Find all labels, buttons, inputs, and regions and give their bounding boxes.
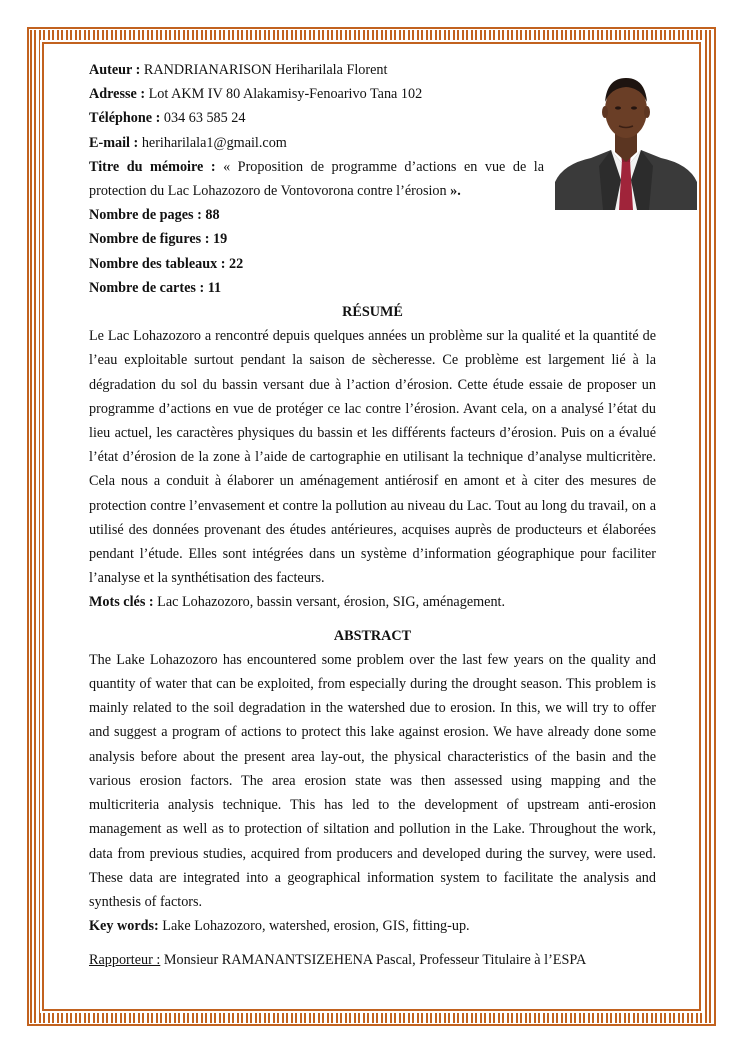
abstract-keywords bbox=[89, 914, 656, 938]
author-label: Auteur : bbox=[89, 62, 141, 78]
author-value: RANDRIANARISON Heriharilala Florent bbox=[143, 62, 388, 78]
author-line bbox=[89, 58, 656, 82]
thesis-label: Titre du mémoire : bbox=[89, 158, 216, 175]
abstract-text: The Lake Lohazozoro has encountered some problem over the last few years on the quality and quantity of water that can be exploited, from especially during the drought season. This problem is mainly related to the soil degradation in the watershed due to erosion. In this, we will try to offer and suggest a program of actions to protect this lake against erosion. We have already done some analysis before about the present area lay-out, the physical characteristics of the basin and the various erosion factors. The area erosion state was then assessed using mapping and the multicriteria analysis technique. This has led to the development of upstream anti-erosion management as well as to protection of siltation and pollution in the Lake. Throughout the work, data from previous studies, acquired from producers and developed during the survey, were used. These data are integrated into a geographical information system to facilitate the analysis and synthesis of factors. bbox=[89, 651, 656, 910]
email-label: E-mail : bbox=[89, 134, 139, 151]
phone-value: 034 63 585 24 bbox=[163, 110, 246, 127]
rapporteur-label: Rapporteur : bbox=[89, 952, 161, 969]
spacer bbox=[89, 615, 656, 624]
address-line bbox=[89, 82, 656, 106]
resume-text: Le Lac Lohazozoro a rencontré depuis quelques années un problème sur la qualité et la quantité de l’eau exploitable surtout pendant la saison de sècheresse. Ce problème est largement lié à la dégradation du sol du bassin versant due à l’action d’érosion. Cette étude essaie de proposer un programme d’actions en vue de protéger ce lac contre l’érosion. Avant cela, on a analysé l’état du lieu actuel, les caractères physiques du bassin et les différents facteurs d’érosion. Puis on a évalué l’état d’érosion de la zone à l’aide de cartographie en utilisant la technique d’analyse multicritère. Cela nous a conduit à élaborer un aménagement antiérosif en amont et à citer des mesures de protection contre l’envasement et contre la pollution au niveau du Lac. Tout au long du travail, on a utilisé des données provenant des études antérieures, acquises auprès de producteurs et élaborées pendant l’étude. Elles sont intégrées dans un système d’information géographique pour faciliter l’analyse et la synthétisation des facteurs. bbox=[89, 328, 656, 587]
phone-line bbox=[89, 106, 656, 130]
rapporteur-value: Monsieur RAMANANTSIZEHENA Pascal, Professeur Titulaire à l’ESPA bbox=[163, 952, 587, 969]
resume-keywords-value: Lac Lohazozoro, bassin versant, érosion, SIG, aménagement. bbox=[157, 594, 506, 611]
table-count: Nombre des tableaux : 22 bbox=[89, 255, 244, 272]
thesis-title-line bbox=[89, 155, 544, 203]
thesis-end: ». bbox=[450, 183, 461, 200]
thesis-value: « Proposition de programme d’actions en vue de la protection du Lac Lohazozoro de Vontovorona contre l’érosion bbox=[89, 158, 544, 200]
address-label: Adresse : bbox=[89, 86, 146, 103]
resume-keywords-label: Mots clés : bbox=[89, 594, 154, 611]
email-line bbox=[89, 131, 656, 155]
abstract-keywords-label: Key words: bbox=[89, 918, 159, 935]
phone-label: Téléphone : bbox=[89, 110, 161, 127]
rapporteur-line bbox=[89, 948, 656, 972]
page-count: Nombre de pages : 88 bbox=[89, 207, 220, 224]
map-count: Nombre de cartes : 11 bbox=[89, 279, 222, 296]
resume-title: RÉSUMÉ bbox=[342, 304, 403, 321]
figure-count: Nombre de figures : 19 bbox=[89, 231, 228, 248]
email-value: heriharilala1@gmail.com bbox=[141, 134, 287, 151]
abstract-title: ABSTRACT bbox=[333, 627, 412, 644]
abstract-keywords-value: Lake Lohazozoro, watershed, erosion, GIS, fitting-up. bbox=[162, 918, 470, 935]
resume-keywords bbox=[89, 590, 656, 614]
address-value: Lot AKM IV 80 Alakamisy-Fenoarivo Tana 102 bbox=[148, 86, 423, 103]
document-content bbox=[89, 58, 656, 973]
